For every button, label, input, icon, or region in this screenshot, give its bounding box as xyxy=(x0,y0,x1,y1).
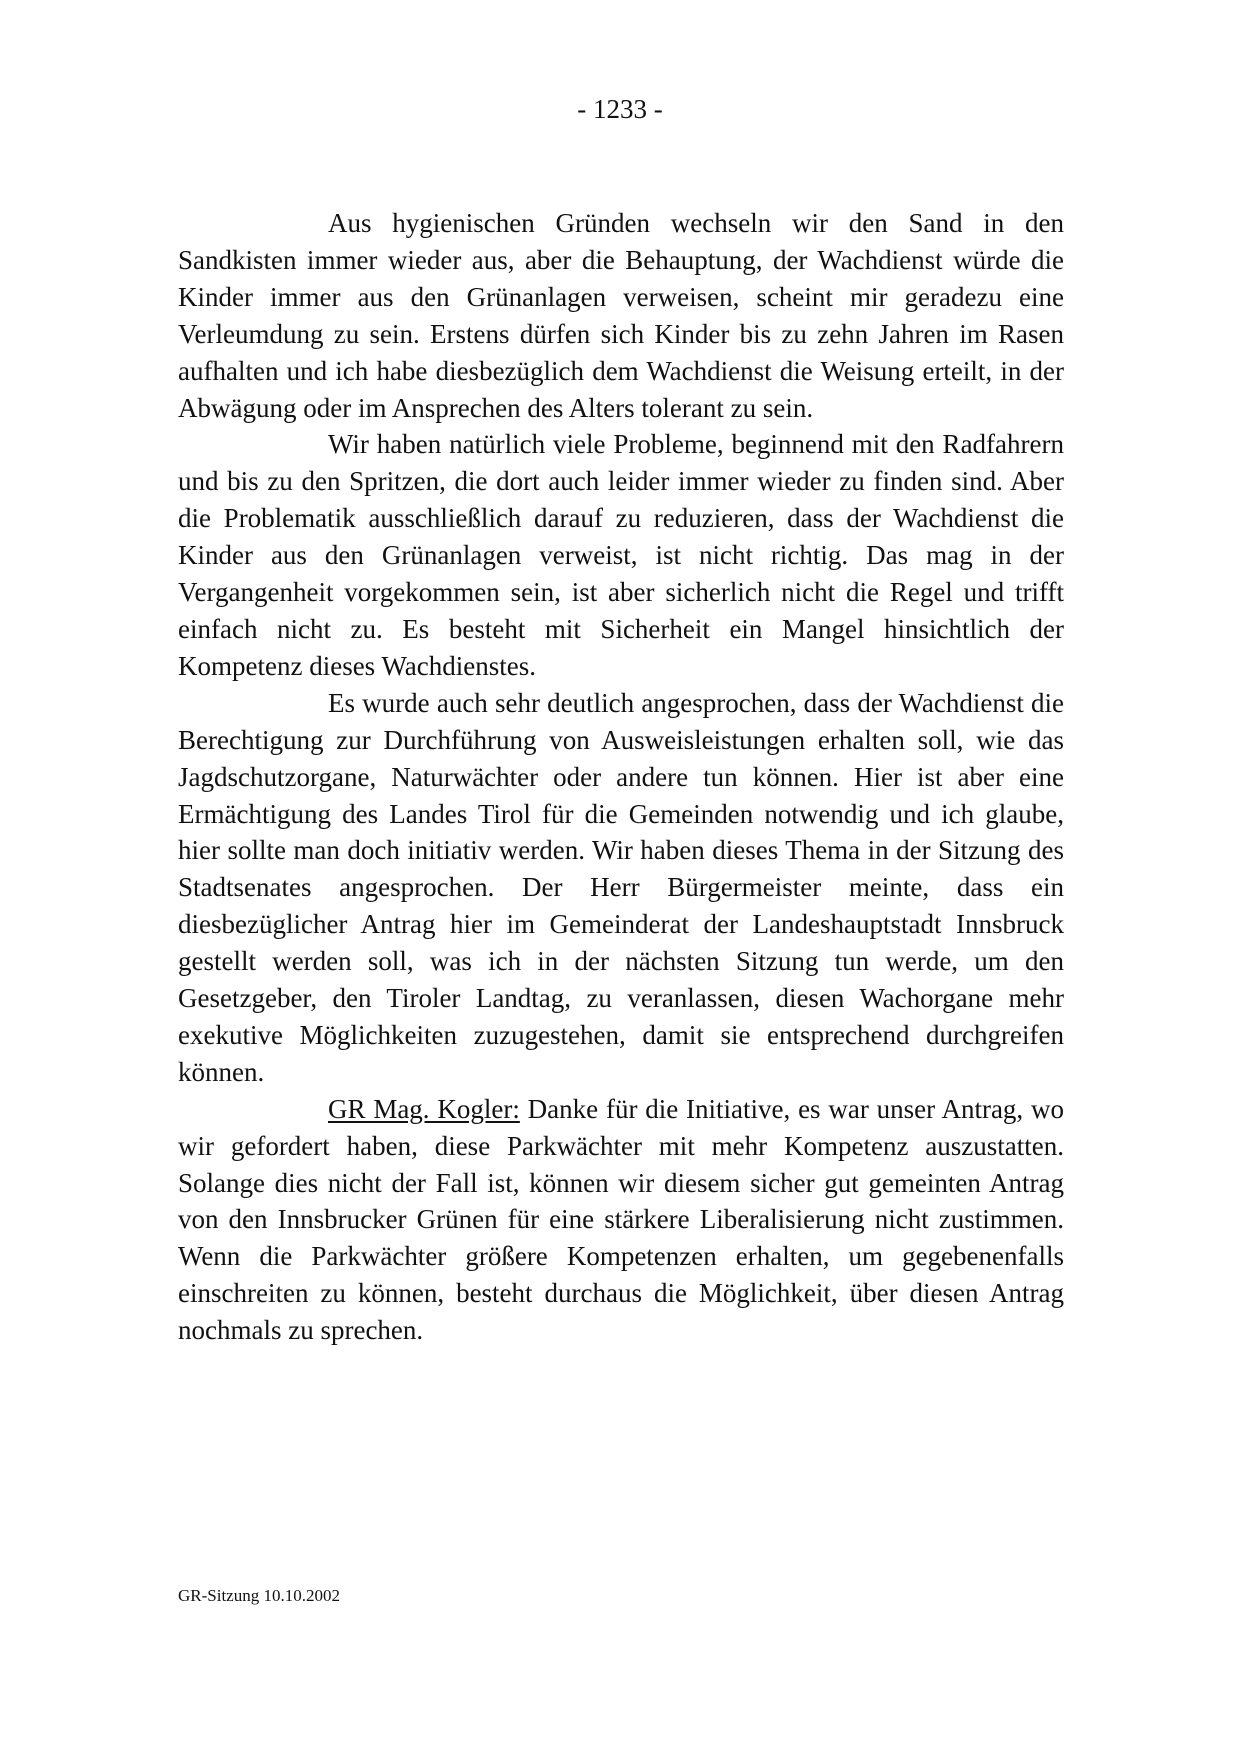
paragraph-speaker-statement xyxy=(178,1091,1064,1349)
paragraph: Aus hygienischen Gründen wechseln wir den Sand in den Sandkisten immer wieder aus, aber die Behauptung, der Wachdienst würde die Kinder immer aus den Grünanlagen verweisen, scheint mir geradezu eine Verleumdung zu sein. Erstens dürfen sich Kinder bis zu zehn Jahren im Rasen aufhalten und ich habe diesbezüglich dem Wachdienst die Weisung erteilt, in der Abwägung oder im Ansprechen des Alters tolerant zu sein. xyxy=(178,208,1064,423)
page-number: - 1233 - xyxy=(577,94,663,124)
document-body xyxy=(178,205,1064,1349)
speaker-statement-text: Danke für die Initiative, es war unser Antrag, wo wir gefordert haben, diese Parkwächter mit mehr Kompetenz auszustatten. Solange dies nicht der Fall ist, können wir diesem sicher gut gemeinten Antrag von den Innsbrucker Grünen für eine stärkere Liberalisierung nicht zustimmen. Wenn die Parkwächter größere Kompetenzen erhalten, um gegebenenfalls einschreiten zu können, besteht durchaus die Möglichkeit, über diesen Antrag nochmals zu sprechen. xyxy=(178,1093,1064,1346)
paragraph: Es wurde auch sehr deutlich angesprochen, dass der Wachdienst die Berechtigung zur Durchführung von Ausweisleistungen erhalten soll, wie das Jagdschutzorgane, Naturwächter oder andere tun können. Hier ist aber eine Ermächtigung des Landes Tirol für die Gemeinden notwendig und ich glaube, hier sollte man doch initiativ werden. Wir haben dieses Thema in der Sitzung des Stadtsenates angesprochen. Der Herr Bürgermeister meinte, dass ein diesbezüglicher Antrag hier im Gemeinderat der Landeshauptstadt Innsbruck gestellt werden soll, was ich in der nächsten Sitzung tun werde, um den Gesetzgeber, den Tiroler Landtag, zu veranlassen, diesen Wachorgane mehr exekutive Möglichkeiten zuzugestehen, damit sie entsprechend durchgreifen können. xyxy=(178,687,1064,1087)
speaker-name: GR Mag. Kogler: xyxy=(328,1093,520,1124)
paragraph: Wir haben natürlich viele Probleme, beginnend mit den Radfahrern und bis zu den Spritzen, die dort auch leider immer wieder zu finden sind. Aber die Problematik ausschließlich darauf zu reduzieren, dass der Wachdienst die Kinder aus den Grünanlagen verweist, ist nicht richtig. Das mag in der Vergangenheit vorgekommen sein, ist aber sicherlich nicht die Regel und trifft einfach nicht zu. Es besteht mit Sicherheit ein Mangel hinsichtlich der Kompetenz dieses Wachdienstes. xyxy=(178,429,1064,681)
footer-session-date: GR-Sitzung 10.10.2002 xyxy=(178,1586,340,1605)
